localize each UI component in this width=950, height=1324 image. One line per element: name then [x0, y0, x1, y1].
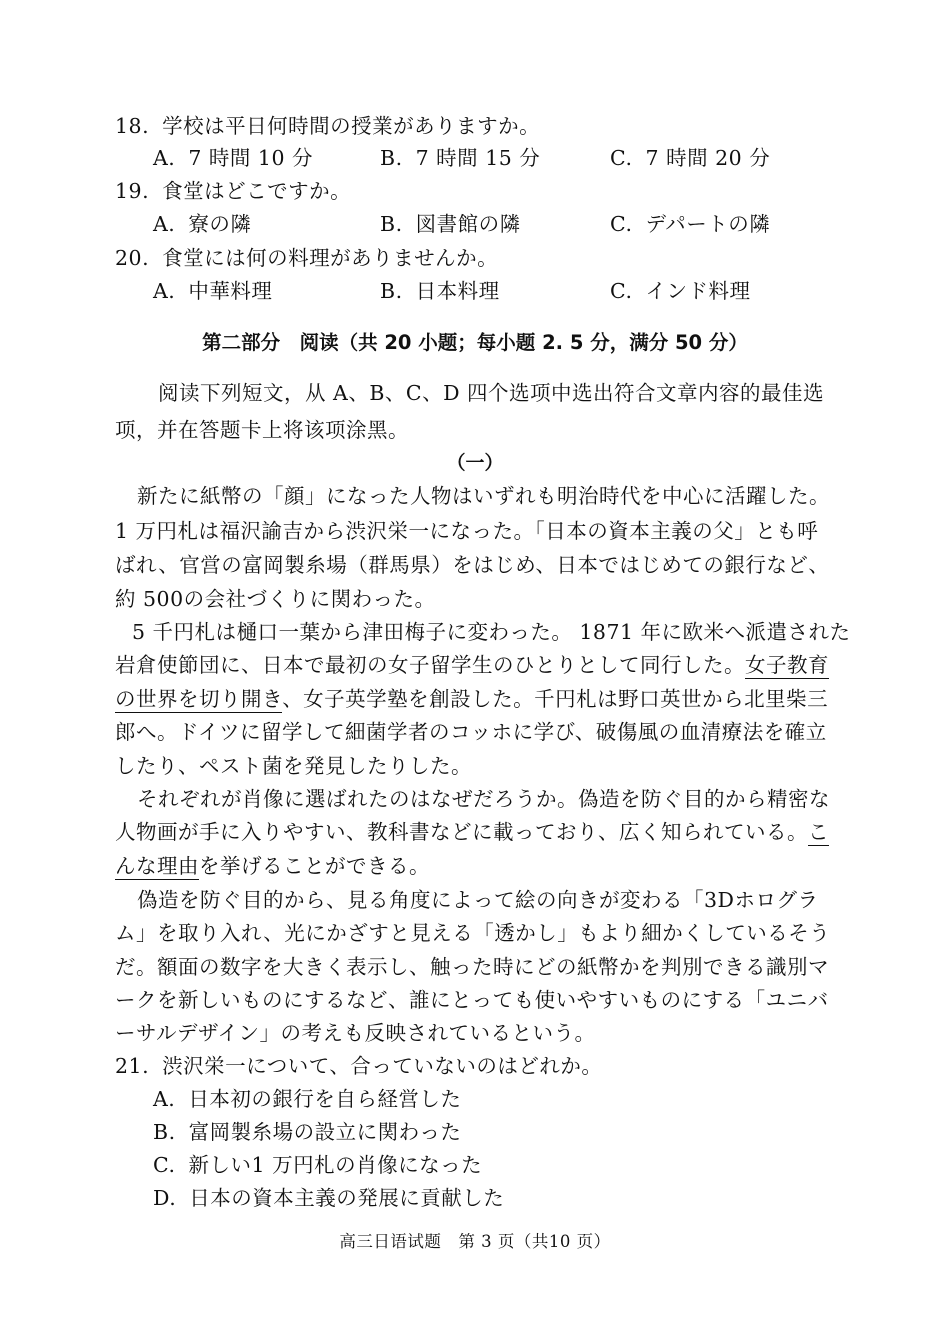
- option-19-a: [153, 209, 251, 239]
- passage-p2-line-1: 5 千円札は樋口一葉から津田梅子に変わった。 1871 年に欧米へ派遣された: [132, 620, 851, 644]
- underlined-phrase: の世界を切り開き: [115, 687, 283, 711]
- question-20: [115, 243, 498, 273]
- instructions-line-2: 项，并在答题卡上将该项涂黑。: [115, 418, 409, 442]
- passage-p2-line-4: 郎へ。ドイツに留学して細菌学者のコッホに学び、破傷風の血清療法を確立: [115, 720, 827, 744]
- question-21: [115, 1051, 602, 1081]
- option-text: 日本料理: [415, 279, 500, 303]
- passage-p1-line-2: 1 万円札は福沢諭吉から渋沢栄一になった。「日本の資本主義の父」とも呼: [115, 519, 819, 543]
- question-19: [115, 176, 351, 206]
- option-text: 7 時間 15 分: [415, 146, 541, 170]
- option-20-a: [153, 276, 272, 306]
- passage-text: 人物画が手に入りやすい、教科書などに載っており、広く知られている。: [115, 820, 808, 844]
- option-text: 富岡製糸場の設立に関わった: [188, 1120, 462, 1144]
- section-title: 第二部分 阅读（共 20 小题；每小题 2. 5 分，满分 50 分）: [202, 331, 748, 354]
- instructions-line-1: 阅读下列短文，从 A、B、C、D 四个选项中选出符合文章内容的最佳选: [158, 381, 825, 405]
- option-text: 7 時間 20 分: [645, 146, 771, 170]
- underlined-phrase: んな理由: [115, 854, 199, 878]
- passage-text: 、女子英学塾を創設した。千円札は野口英世から北里柴三: [282, 687, 829, 711]
- question-number: 20.: [115, 246, 150, 270]
- option-21-c: [153, 1150, 482, 1180]
- question-number: 19.: [115, 179, 150, 203]
- option-text: 日本初の銀行を自ら経営した: [188, 1087, 462, 1111]
- passage-p2-line-3: [115, 684, 828, 714]
- option-21-a: [153, 1084, 461, 1114]
- option-label: B.: [153, 1120, 176, 1144]
- option-text: 中華料理: [188, 279, 273, 303]
- option-text: デパートの隣: [645, 212, 771, 236]
- underlined-phrase: 女子教育: [745, 653, 829, 677]
- option-label: C.: [610, 146, 633, 170]
- option-21-d: [153, 1183, 504, 1213]
- passage-p4-line-4: ークを新しいものにするなど、誰にとっても使いやすいものにする「ユニバ: [115, 988, 829, 1012]
- option-label: A.: [153, 146, 176, 170]
- passage-p1-line-1: 新たに紙幣の「顔」になった人物はいずれも明治時代を中心に活躍した。: [137, 484, 830, 508]
- passage-p4-line-5: ーサルデザイン」の考えも反映されているという。: [115, 1021, 596, 1045]
- underlined-phrase: こ: [808, 820, 829, 844]
- passage-p4-line-2: ム」を取り入れ、光にかざすと見える「透かし」もより細かくしているそう: [115, 921, 831, 945]
- option-18-a: [153, 143, 313, 173]
- option-label: C.: [610, 279, 633, 303]
- option-label: B.: [380, 146, 403, 170]
- option-text: インド料理: [645, 279, 751, 303]
- option-19-c: [610, 209, 770, 239]
- option-label: C.: [610, 212, 633, 236]
- passage-p2-line-2: [115, 650, 829, 680]
- option-18-c: [610, 143, 770, 173]
- option-text: 寮の隣: [188, 212, 252, 236]
- passage-p3-line-2: [115, 817, 829, 847]
- passage-p3-line-3: [115, 851, 430, 881]
- option-label: B.: [380, 279, 403, 303]
- passage-text: を挙げることができる。: [199, 854, 430, 878]
- question-18: [115, 111, 540, 141]
- option-label: D.: [153, 1186, 177, 1210]
- question-text: 渋沢栄一について、合っていないのはどれか。: [162, 1054, 603, 1078]
- option-21-b: [153, 1117, 461, 1147]
- option-label: A.: [153, 1087, 176, 1111]
- passage-title: （一）: [446, 452, 504, 474]
- question-text: 学校は平日何時間の授業がありますか。: [162, 114, 541, 138]
- passage-p4-line-1: 偽造を防ぐ目的から、見る角度によって絵の向きが変わる「3Dホログラ: [137, 888, 819, 912]
- passage-p4-line-3: だ。額面の数字を大きく表示し、触った時にどの紙幣かを判別できる識別マ: [115, 955, 829, 979]
- question-number: 21.: [115, 1054, 150, 1078]
- passage-text: 岩倉使節団に、日本で最初の女子留学生のひとりとして同行した。: [115, 653, 745, 677]
- option-text: 図書館の隣: [415, 212, 521, 236]
- passage-p2-line-5: したり、ペスト菌を発見したりした。: [115, 754, 472, 778]
- question-text: 食堂には何の料理がありませんか。: [162, 246, 499, 270]
- option-text: 7 時間 10 分: [188, 146, 314, 170]
- option-label: B.: [380, 212, 403, 236]
- question-text: 食堂はどこですか。: [162, 179, 352, 203]
- question-number: 18.: [115, 114, 150, 138]
- option-19-b: [380, 209, 521, 239]
- option-20-c: [610, 276, 751, 306]
- option-label: C.: [153, 1153, 176, 1177]
- option-label: A.: [153, 279, 176, 303]
- page-footer: 高三日语试题 第 3 页（共10 页）: [339, 1232, 611, 1251]
- option-18-b: [380, 143, 540, 173]
- option-text: 日本の資本主義の発展に貢献した: [189, 1186, 505, 1210]
- passage-p3-line-1: それぞれが肖像に選ばれたのはなぜだろうか。偽造を防ぐ目的から精密な: [137, 787, 830, 811]
- option-text: 新しい1 万円札の肖像になった: [188, 1153, 483, 1177]
- option-label: A.: [153, 212, 176, 236]
- option-20-b: [380, 276, 500, 306]
- passage-p1-line-3: ばれ、官営の富岡製糸場（群馬県）をはじめ、日本ではじめての銀行など、: [115, 553, 830, 577]
- passage-p1-line-4: 約 500の会社づくりに関わった。: [115, 587, 436, 611]
